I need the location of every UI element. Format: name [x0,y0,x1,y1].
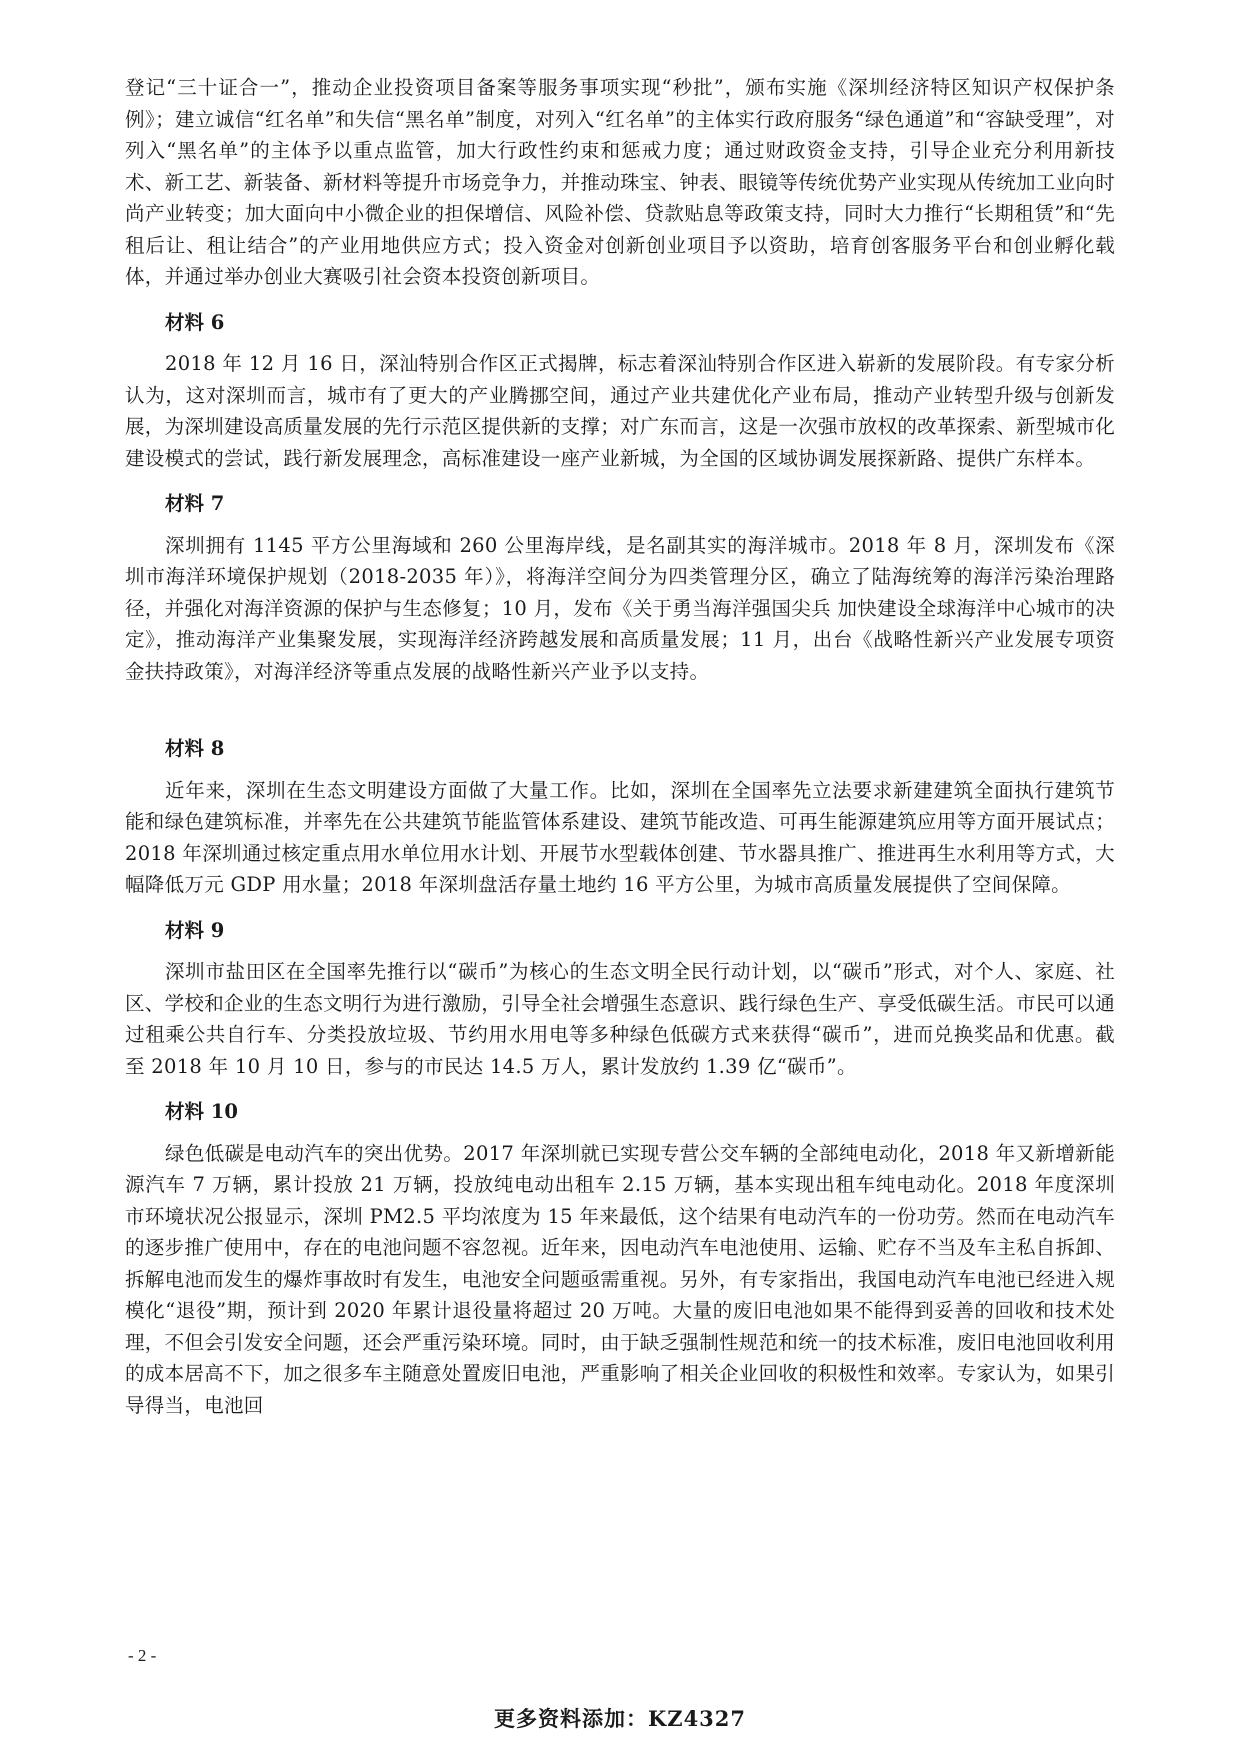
page-number: - 2 - [128,1646,157,1665]
heading-material-8: 材料 8 [165,737,225,760]
document-body [125,72,1115,1421]
heading-material-9: 材料 9 [165,918,225,942]
heading-material-7: 材料 7 [165,492,225,515]
paragraph-material-10: 绿色低碳是电动汽车的突出优势。2017 年深圳就已实现专营公交车辆的全部纯电动化，2018 年又新增新能源汽车 7 万辆，累计投放 21 万辆，投放纯电动出租车 2.15 万辆，基本实现出租车纯电动化。2018 年度深圳市环境状况公报显示，深圳 PM2.5 平均浓度为 15 年来最低，这个结果有电动汽车的一份功劳。然而在电动汽车的逐步推广使用中，存在的电池问题不容忽视。近年来，因电动汽车电池使用、运输、贮存不当及车主私自拆卸、拆解电池而发生的爆炸事故时有发生，电池安全问题亟需重视。另外，有专家指出，我国电动汽车电池已经进入规模化“退役”期，预计到 2020 年累计退役量将超过 20 万吨。大量的废旧电池如果不能得到妥善的回收和技术处理，不但会引发安全问题，还会严重污染环境。同时，由于缺乏强制性规范和统一的技术标准，废旧电池回收利用的成本居高不下，加之很多车主随意处置废旧电池，严重影响了相关企业回收的积极性和效率。专家认为，如果引导得当，电池回 [125,1141,1116,1417]
paragraph-material-8: 近年来，深圳在生态文明建设方面做了大量工作。比如，深圳在全国率先立法要求新建建筑全面执行建筑节能和绿色建筑标准，并率先在公共建筑节能监管体系建设、建筑节能改造、可再生能源建筑应用等方面开展试点；2018 年深圳通过核定重点用水单位用水计划、开展节水型载体创建、节水器具推广、推进再生水利用等方式，大幅降低万元 GDP 用水量；2018 年深圳盘活存量土地约 16 平方公里，为城市高质量发展提供了空间保障。 [125,778,1116,896]
paragraph-continued: 登记“三十证合一”，推动企业投资项目备案等服务事项实现“秒批”，颁布实施《深圳经济特区知识产权保护条例》；建立诚信“红名单”和失信“黑名单”制度，对列入“红名单”的主体实行政府服务“绿色通道”和“容缺受理”，对列入“黑名单”的主体予以重点监管，加大行政性约束和惩戒力度；通过财政资金支持，引导企业充分利用新技术、新工艺、新装备、新材料等提升市场竞争力，并推动珠宝、钟表、眼镜等传统优势产业实现从传统加工业向时尚产业转变；加大面向中小微企业的担保增信、风险补偿、贷款贴息等政策支持，同时大力推行“长期租赁”和“先租后让、租让结合”的产业用地供应方式；投入资金对创新创业项目予以资助，培育创客服务平台和创业孵化载体，并通过举办创业大赛吸引社会资本投资创新项目。 [125,76,1116,288]
paragraph-material-7: 深圳拥有 1145 平方公里海域和 260 公里海岸线，是名副其实的海洋城市。2018 年 8 月，深圳发布《深圳市海洋环境保护规划（2018-2035 年）》，将海洋空间分为四类管理分区，确立了陆海统筹的海洋污染治理路径，并强化对海洋资源的保护与生态修复；10 月，发布《关于勇当海洋强国尖兵 加快建设全球海洋中心城市的决定》，推动海洋产业集聚发展，实现海洋经济跨越发展和高质量发展；11 月，出台《战略性新兴产业发展专项资金扶持政策》，对海洋经济等重点发展的战略性新兴产业予以支持。 [125,533,1115,683]
paragraph-material-9: 深圳市盐田区在全国率先推行以“碳币”为核心的生态文明全民行动计划，以“碳币”形式，对个人、家庭、社区、学校和企业的生态文明行为进行激励，引导全社会增强生态意识、践行绿色生产、享受低碳生活。市民可以通过租乘公共自行车、分类投放垃圾、节约用水用电等多种绿色低碳方式来获得“碳币”，进而兑换奖品和优惠。截至 2018 年 10 月 10 日，参与的市民达 14.5 万人，累计发放约 1.39 亿“碳币”。 [125,960,1116,1078]
heading-material-6: 材料 6 [165,310,225,334]
paragraph-material-6: 2018 年 12 月 16 日，深汕特别合作区正式揭牌，标志着深汕特别合作区进入崭新的发展阶段。有专家分析认为，这对深圳而言，城市有了更大的产业腾挪空间，通过产业共建优化产业布局，推动产业转型升级与创新发展，为深圳建设高质量发展的先行示范区提供新的支撑；对广东而言，这是一次强市放权的改革探索、新型城市化建设模式的尝试，践行新发展理念，高标准建设一座产业新城，为全国的区域协调发展探新路、提供广东样本。 [125,352,1116,470]
heading-material-10: 材料 10 [165,1100,238,1123]
footer-note: 更多资料添加：KZ4327 [493,1706,747,1731]
